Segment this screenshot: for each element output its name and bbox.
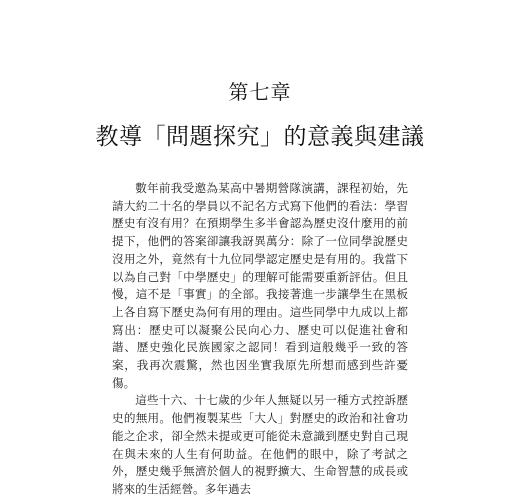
body-text	[112, 180, 408, 499]
paragraph-1: 數年前我受邀為某高中暑期營隊演講，課程初始，先請大約二十名的學員以不記名方式寫下他們的看法：學習歷史有沒有用？在預期學生多半會認為歷史沒什麼用的前提下，他們的答案卻讓我訝異萬分：除了一位同學說歷史沒用之外，竟然有十九位同學認定歷史是有用的。我當下以為自己對「中學歷史」的理解可能需要重新評估。但且慢，這不是「事實」的全部。我接著進一步讓學生在黑板上各自寫下歷史為何有用的理由。這些同學中九成以上都寫出：歷史可以凝聚公民向心力、歷史可以促進社會和諧、歷史強化民族國家之認同！看到這般幾乎一致的答案，我再次震驚，然也因坐實我原先所想而感到些許憂傷。	[112, 181, 408, 390]
paragraph-2: 這些十六、十七歲的少年人無疑以另一種方式控訴歷史的無用。他們複製某些「大人」對歷史的政治和社會功能之企求，卻全然未提或更可能從未意識到歷史對自己現在與未來的人生有何助益。在他們的眼中，除了考試之外，歷史幾乎無濟於個人的視野擴大、生命智慧的成長或將來的生活經營。多年過去	[112, 393, 408, 496]
chapter-number: 第七章	[228, 80, 292, 104]
chapter-title: 教導「問題探究」的意義與建議	[95, 124, 425, 150]
